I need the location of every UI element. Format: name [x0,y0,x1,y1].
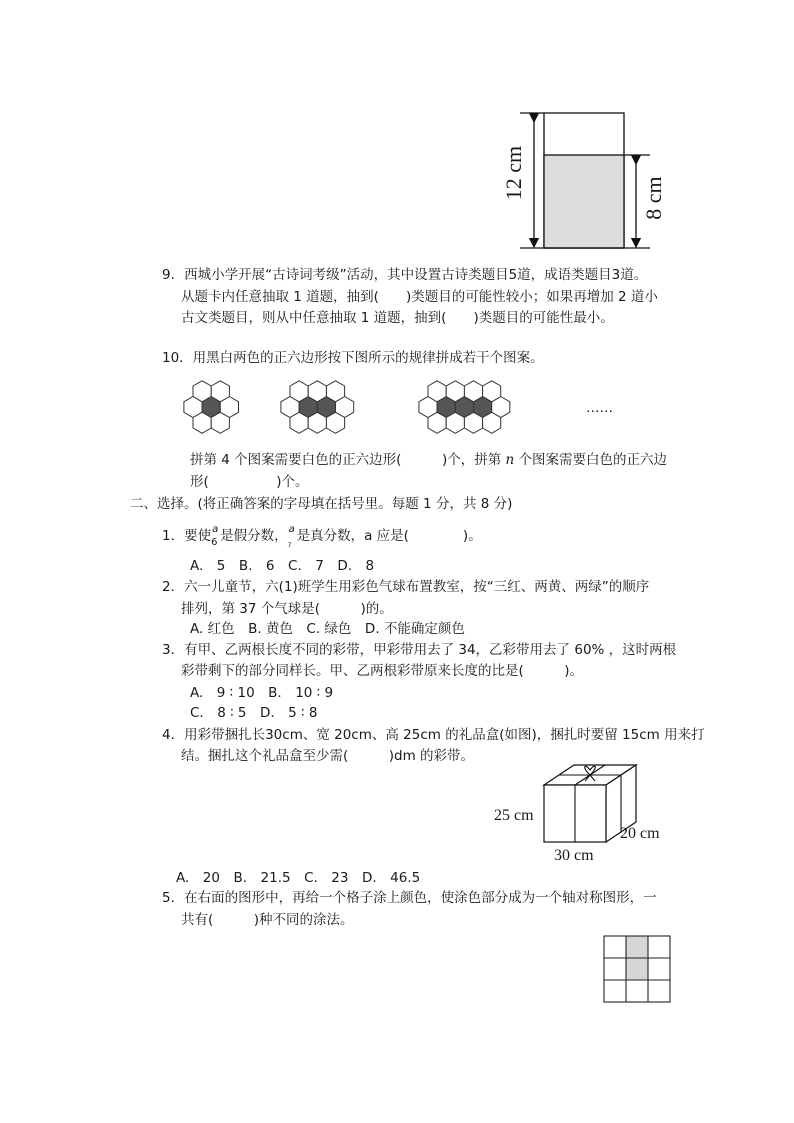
c3-line1: 3．有甲、乙两根长度不同的彩带，甲彩带用去了 34，乙彩带用去了 60% ，这时两根 [162,642,677,658]
c4-options: A. 20 B. 21.5 C. 23 D. 46.5 [176,870,421,886]
q9-line3: 古文类题目，则从中任意抽取 1 道题，抽到( )类题目的可能性最小。 [181,310,614,326]
c1-options: A. 5 B. 6 C. 7 D. 8 [190,558,375,574]
c3-options2: C. 8 ∶ 5 D. 5 ∶ 8 [190,705,318,721]
c2-line2: 排列，第 37 个气球是( )的。 [181,601,393,617]
variable-n: n [505,452,515,468]
box-length-label: 30 cm [554,847,594,864]
c4-line1: 4．用彩带捆扎长30cm、宽 20cm、高 25cm 的礼品盒(如图)，捆扎时要留 15cm 用来打 [162,727,705,743]
c1-mid: 是假分数， [220,528,288,544]
c4-line2: 结。捆扎这个礼品盒至少需( )dm 的彩带。 [181,748,475,764]
box-height-label: 25 cm [494,807,534,824]
fraction-a-over-6: a 6 [211,524,219,548]
pattern-ellipsis: …… [586,400,613,416]
box-width-label: 20 cm [620,825,660,842]
c1-suffix: 是真分数，a 应是( )。 [296,528,482,544]
c3-options1: A. 9 ∶ 10 B. 10 ∶ 9 [190,685,334,701]
c2-options: A. 红色 B. 黄色 C. 绿色 D. 不能确定颜色 [190,621,465,637]
q9-line2: 从题卡内任意抽取 1 道题，抽到( )类题目的可能性较小；如果再增加 2 道小 [181,289,658,305]
q10-line2-b: 个图案需要白色的正六边 [514,452,667,468]
c2-line1: 2．六一儿童节，六(1)班学生用彩色气球布置教室，按“三红、两黄、两绿”的顺序 [162,579,650,595]
cylinder-height-label: 12 cm [501,145,526,201]
q10-line2-a: 拼第 4 个图案需要白色的正六边形( )个，拼第 [190,452,506,468]
q9-line1: 9．西城小学开展“古诗词考级”活动，其中设置古诗类题目5道，成语类题目3道。 [162,267,648,283]
c1-prefix: 1．要使 [162,528,212,544]
q10-line1: 10．用黑白两色的正六边形按下图所示的规律拼成若干个图案。 [162,350,544,366]
water-height-label: 8 cm [641,176,666,220]
q10-line3: 形( )个。 [190,474,309,490]
c5-line1: 5．在右面的图形中，再给一个格子涂上颜色，使涂色部分成为一个轴对称图形，一 [162,890,657,906]
section2-header: 二、选择。(将正确答案的字母填在括号里。每题 1 分，共 8 分) [130,496,513,512]
fraction-a-over-7: a 7 [287,524,295,549]
c5-line2: 共有( )种不同的涂法。 [181,912,354,928]
c3-line2: 彩带剩下的部分同样长。甲、乙两根彩带原来长度的比是( )。 [181,663,584,679]
